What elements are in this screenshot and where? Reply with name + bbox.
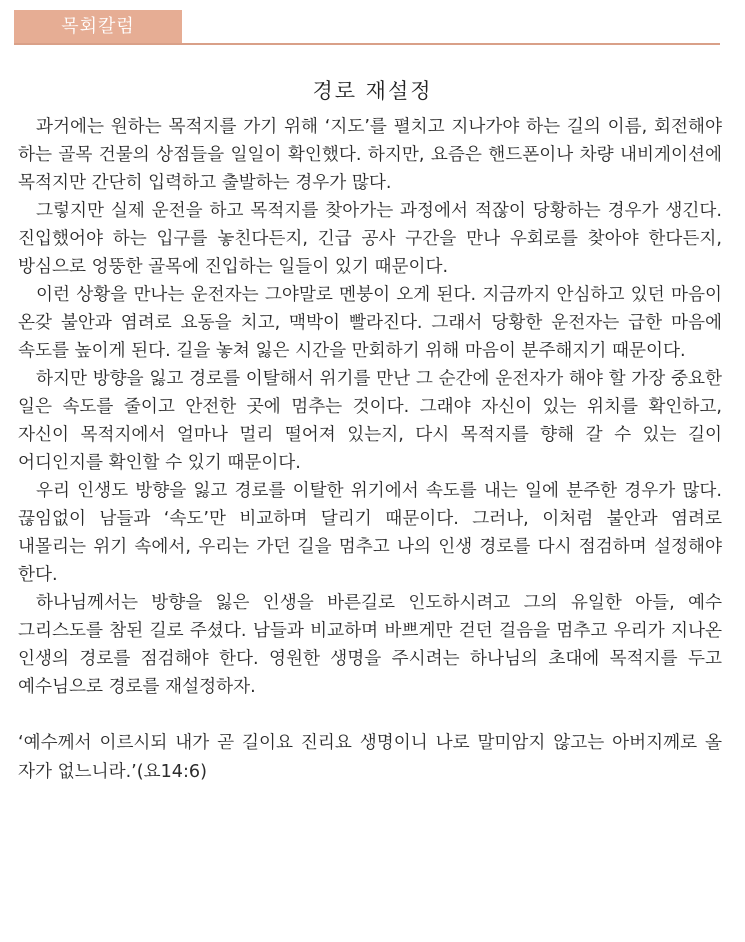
article-body	[18, 113, 722, 787]
paragraph-1: 과거에는 원하는 목적지를 가기 위해 ‘지도’를 펼치고 지나가야 하는 길의 이름, 회전해야 하는 골목 건물의 상점들을 일일이 확인했다. 하지만, 요즘은 핸드폰이나 차량 내비게이션에 목적지만 간단히 입력하고 출발하는 경우가 많다.	[18, 117, 722, 193]
paragraph-3: 이런 상황을 만나는 운전자는 그야말로 멘붕이 오게 된다. 지금까지 안심하고 있던 마음이 온갖 불안과 염려로 요동을 치고, 맥박이 빨라진다. 그래서 당황한 운전자는 급한 마음에 속도를 높이게 된다. 길을 놓쳐 잃은 시간을 만회하기 위해 마음이 분주해지기 때문이다.	[18, 285, 722, 361]
paragraph-4: 하지만 방향을 잃고 경로를 이탈해서 위기를 만난 그 순간에 운전자가 해야 할 가장 중요한 일은 속도를 줄이고 안전한 곳에 멈추는 것이다. 그래야 자신이 있는 위치를 확인하고, 자신이 목적지에서 얼마나 멀리 떨어져 있는지, 다시 목적지를 향해 갈 수 있는 길이 어디인지를 확인할 수 있기 때문이다.	[18, 369, 722, 473]
paragraph-5: 우리 인생도 방향을 잃고 경로를 이탈한 위기에서 속도를 내는 일에 분주한 경우가 많다. 끊임없이 남들과 ‘속도’만 비교하며 달리기 때문이다. 그러나, 이처럼 불안과 염려로 내몰리는 위기 속에서, 우리는 가던 길을 멈추고 나의 인생 경로를 다시 점검하며 설정해야 한다.	[18, 481, 722, 585]
scripture-quote: ‘예수께서 이르시되 내가 곧 길이요 진리요 생명이니 나로 말미암지 않고는 아버지께로 올 자가 없느니라.’(요14:6)	[18, 733, 722, 782]
article-title: 경로 재설정	[312, 79, 433, 103]
column-header	[14, 10, 720, 46]
paragraph-2: 그렇지만 실제 운전을 하고 목적지를 찾아가는 과정에서 적잖이 당황하는 경우가 생긴다. 진입했어야 하는 입구를 놓친다든지, 긴급 공사 구간을 만나 우회로를 찾아야 한다든지, 방심으로 엉뚱한 골목에 진입하는 일들이 있기 때문이다.	[18, 201, 722, 277]
header-divider	[14, 43, 720, 45]
column-category-tag: 목회칼럼	[14, 10, 182, 44]
paragraph-6: 하나님께서는 방향을 잃은 인생을 바른길로 인도하시려고 그의 유일한 아들, 예수 그리스도를 참된 길로 주셨다. 남들과 비교하며 바쁘게만 걷던 걸음을 멈추고 우리가 지나온 인생의 경로를 점검해야 한다. 영원한 생명을 주시려는 하나님의 초대에 목적지를 두고 예수님으로 경로를 재설정하자.	[18, 593, 722, 697]
